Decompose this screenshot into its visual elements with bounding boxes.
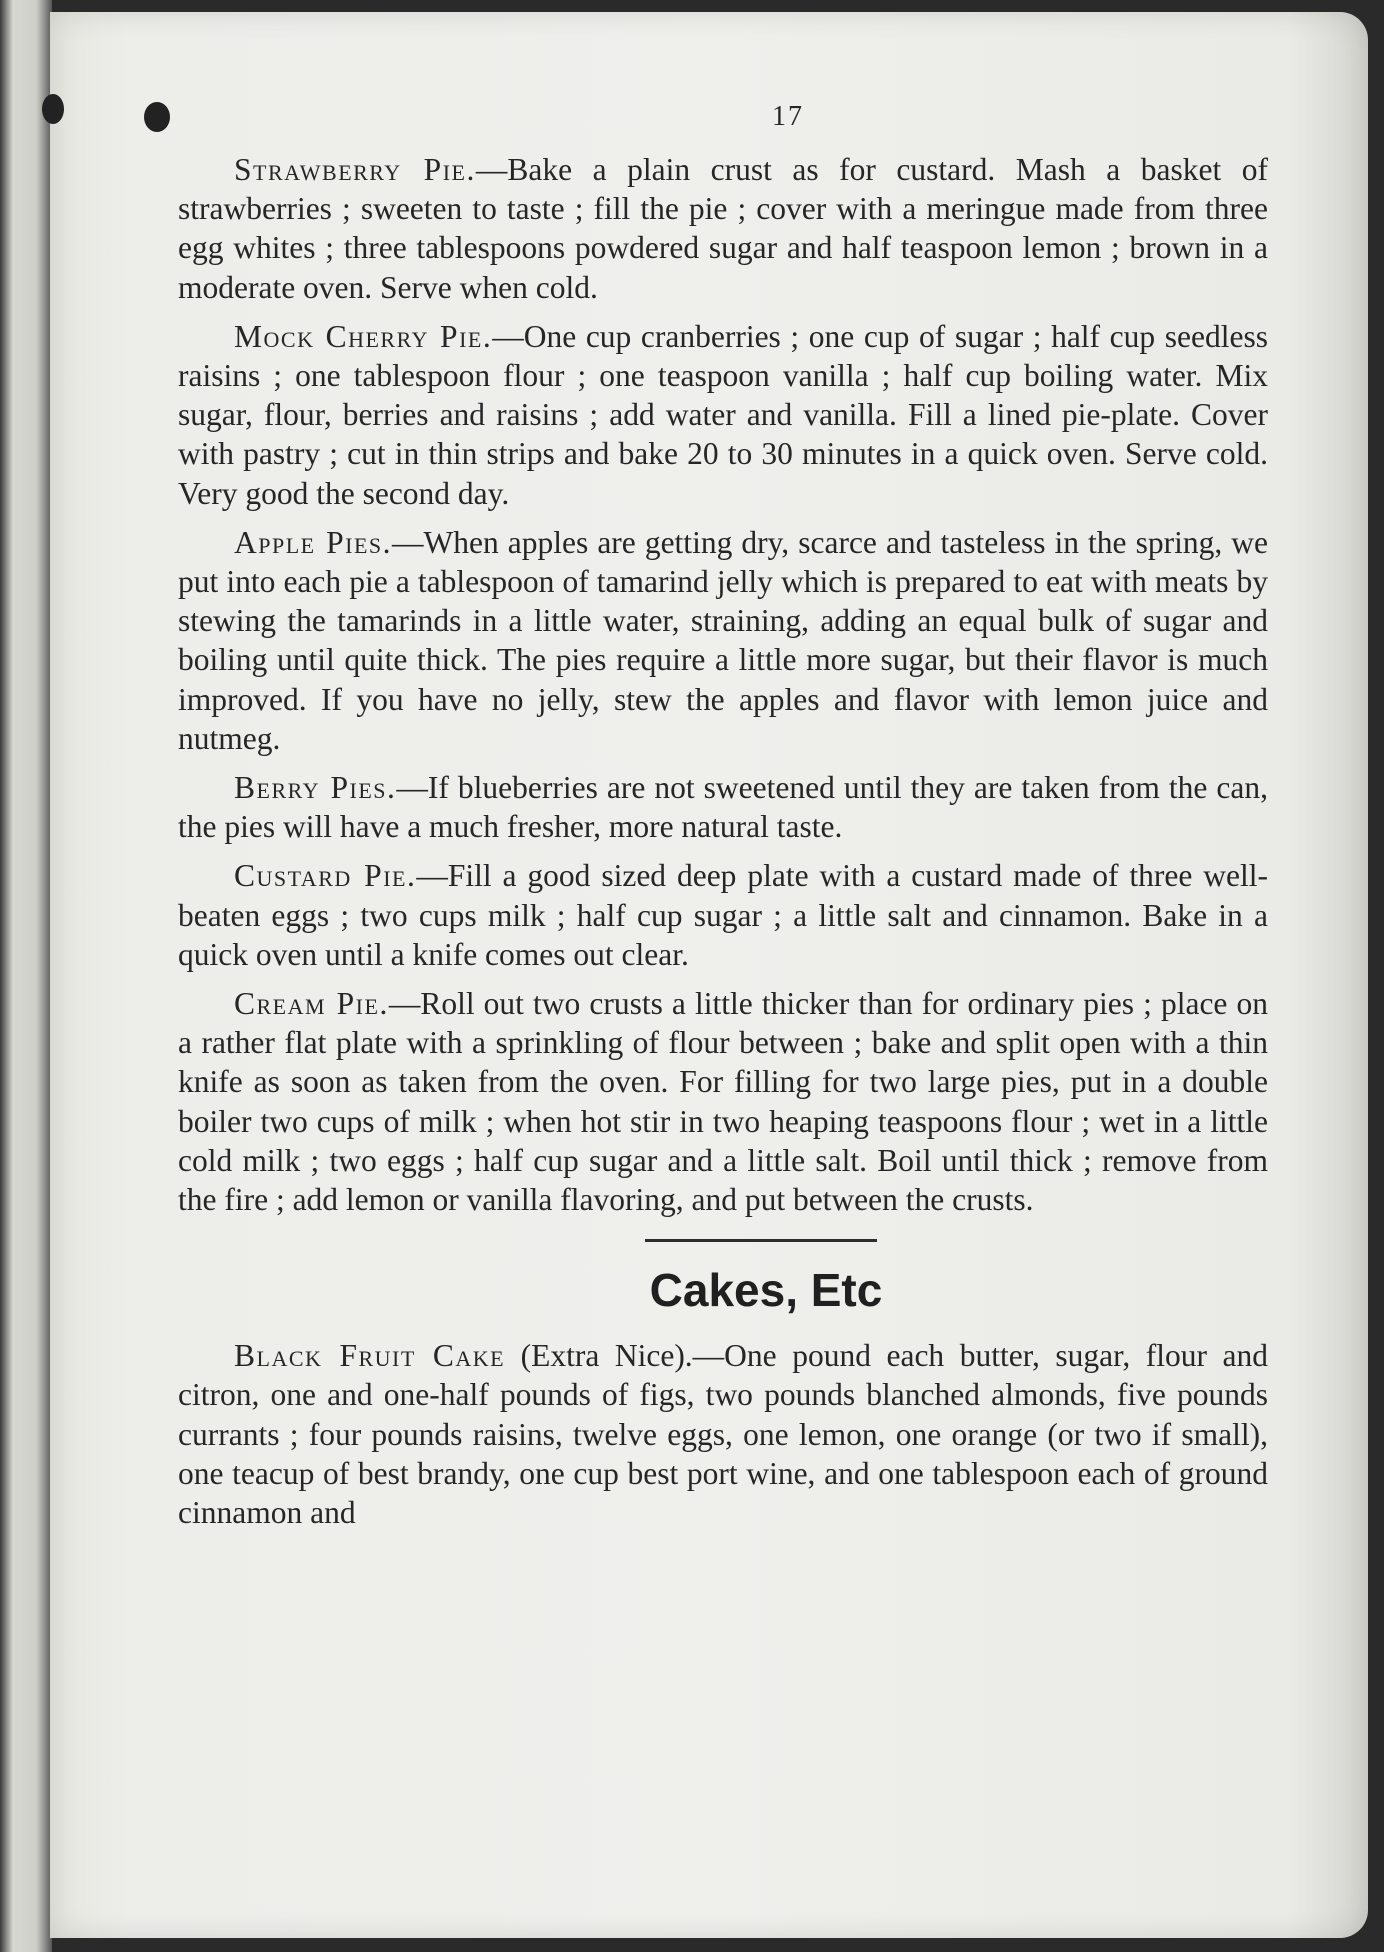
recipe-paragraph (178, 317, 1268, 513)
recipe-paragraph (178, 523, 1268, 758)
section-divider (645, 1239, 877, 1242)
recipe-paragraph (178, 856, 1268, 974)
recipe-title: Strawberry Pie. (234, 152, 476, 187)
binding-hole (144, 102, 170, 132)
recipe-body: —One cup cranberries ; one cup of sugar ; half cup seedless raisins ; one tablespoon flour ; one teaspoon vanilla ; half cup boiling water. Mix sugar, flour, berries and raisins ; add water and vanilla. Fill a lined pie-plate. Cover with pastry ; cut in thin strips and bake 20 to 30 minutes in a quick oven. Serve cold. Very good the second day. (178, 318, 1268, 511)
section-heading: Cakes, Etc (649, 1264, 883, 1317)
left-page-edge (0, 0, 52, 1952)
recipe-body: —Bake a plain crust as for custard. Mash a basket of strawberries ; sweeten to taste ; fill the pie ; cover with a meringue made from three egg whites ; three tablespoons powdered sugar and half teaspoon lemon ; brown in a moderate oven. Serve when cold. (178, 152, 1268, 305)
book-page (50, 12, 1368, 1938)
recipe-paragraph (178, 984, 1268, 1219)
recipe-paragraph (178, 768, 1268, 846)
recipe-title: Custard Pie. (234, 858, 417, 894)
recipe-body: —When apples are getting dry, scarce and tasteless in the spring, we put into each pie a tablespoon of tamarind jelly which is prepared to eat with meats by stewing the tamarinds in a little water, straining, adding an equal bulk of sugar and boiling until quite thick. The pies require a little more sugar, but their flavor is much improved. If you have no jelly, stew the apples and flavor with lemon juice and nutmeg. (178, 524, 1268, 756)
recipe-body: —If blueberries are not sweetened until they are taken from the can, the pies will have a much fresher, more natural taste. (178, 770, 1268, 845)
recipe-title: Cream Pie. (234, 986, 389, 1022)
recipe-title: Mock Cherry Pie. (234, 318, 493, 354)
recipe-title: Black Fruit Cake (234, 1338, 506, 1374)
recipe-body: —Roll out two crusts a little thicker than for ordinary pies ; place on a rather flat plate with a sprinkling of flour between ; bake and split open with a thin knife as soon as taken from the oven. For filling for two large pies, put in a double boiler two cups of milk ; when hot stir in two heaping teaspoons flour ; wet in a little cold milk ; two eggs ; half cup sugar and a little salt. Boil until thick ; remove from the fire ; add lemon or vanilla flavoring, and put between the crusts. (178, 986, 1269, 1218)
recipe-title: Apple Pies. (234, 524, 393, 560)
recipe-body: —Fill a good sized deep plate with a custard made of three well-beaten eggs ; two cups milk ; half cup sugar ; a little salt and cinnamon. Bake in a quick oven until a knife comes out clear. (178, 858, 1269, 972)
recipe-paragraph (178, 1336, 1268, 1532)
binding-hole (42, 94, 64, 124)
recipe-title: Berry Pies. (234, 770, 397, 806)
recipe-body: (Extra Nice).—One pound each butter, sugar, flour and citron, one and one-half pounds of figs, two pounds blanched almonds, five pounds currants ; four pounds raisins, twelve eggs, one lemon, one orange (or two if small), one teacup of best brandy, one cup best port wine, and one tablespoon each of ground cinnamon and (178, 1338, 1268, 1531)
page-text (178, 102, 1268, 1542)
recipe-paragraph (178, 150, 1268, 307)
page-number: 17 (772, 101, 804, 132)
